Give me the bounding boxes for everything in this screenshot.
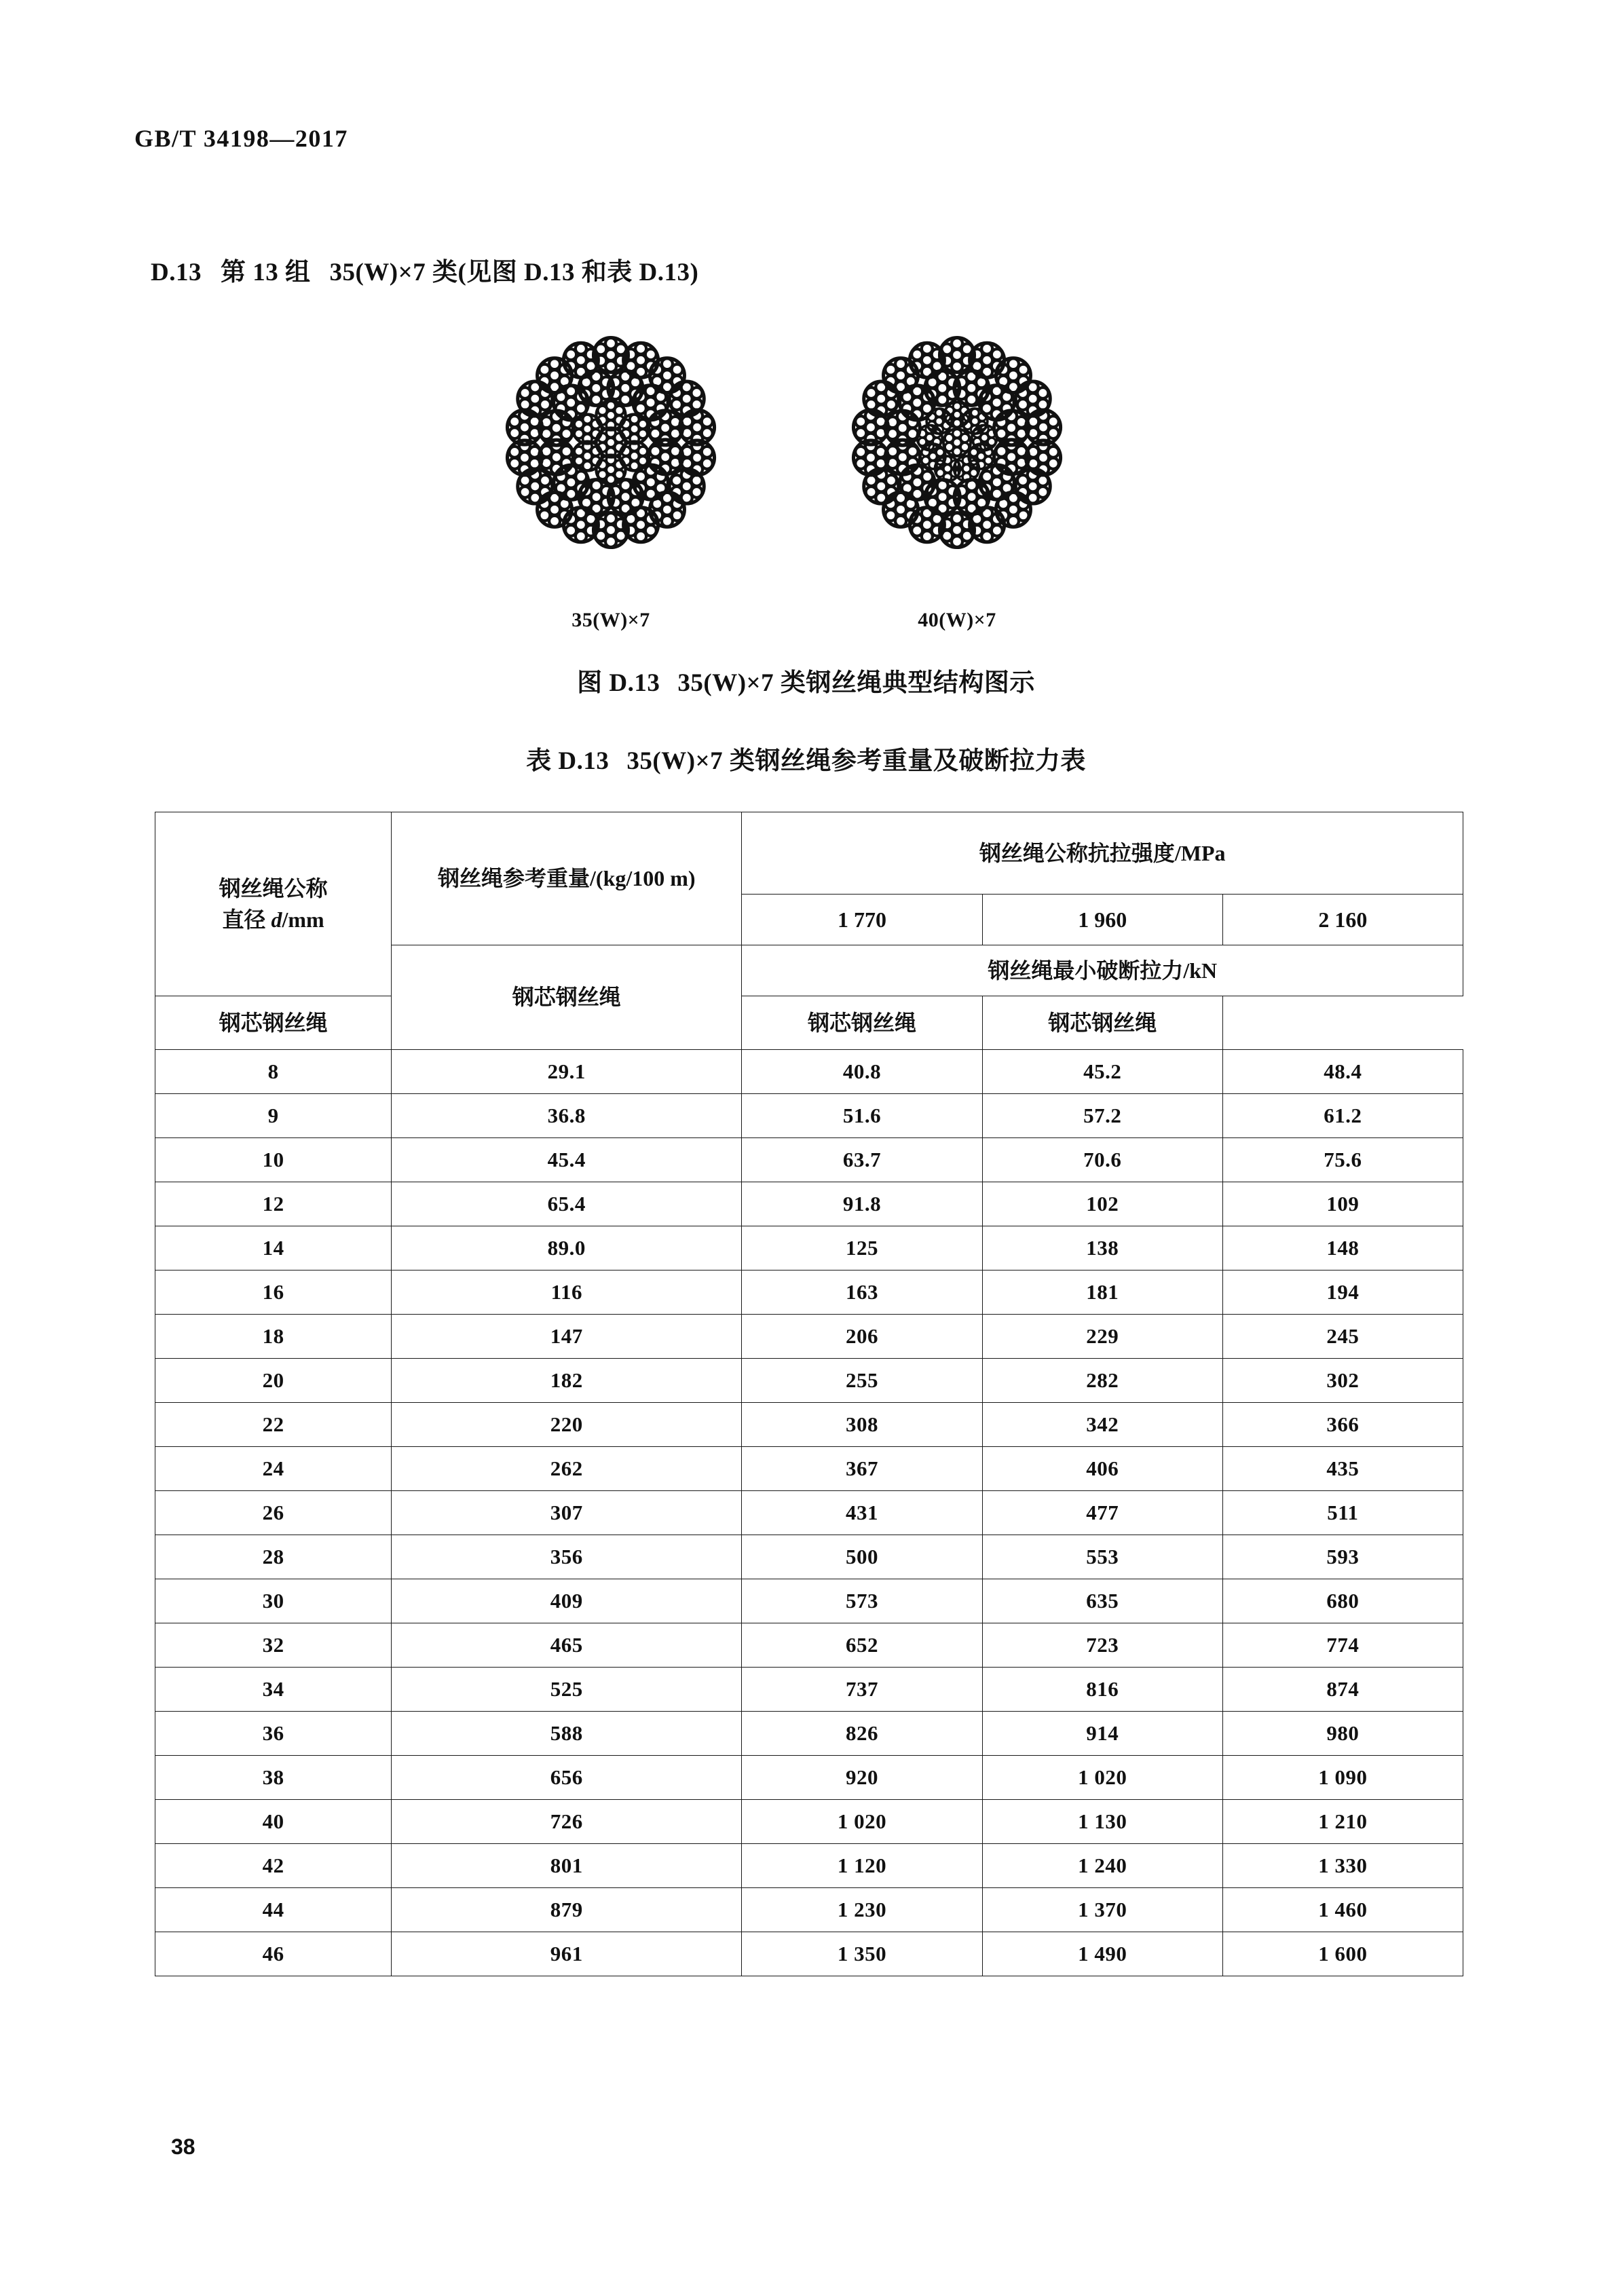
cell-diameter: 9 xyxy=(155,1094,392,1138)
cell-diameter: 46 xyxy=(155,1932,392,1976)
cell-force-1960: 406 xyxy=(982,1447,1222,1491)
cell-force-2160: 1 330 xyxy=(1222,1844,1463,1888)
header-reference-weight: 钢丝绳参考重量/(kg/100 m) xyxy=(392,812,742,945)
spec-table-container xyxy=(155,812,1463,1976)
cell-force-2160: 593 xyxy=(1222,1535,1463,1579)
cell-weight: 588 xyxy=(392,1712,742,1756)
cell-force-1960: 1 240 xyxy=(982,1844,1222,1888)
table-row xyxy=(155,1932,1463,1976)
cell-diameter: 32 xyxy=(155,1623,392,1668)
cell-diameter: 12 xyxy=(155,1182,392,1226)
table-row xyxy=(155,1050,1463,1094)
cell-force-1770: 920 xyxy=(742,1756,982,1800)
cell-weight: 182 xyxy=(392,1359,742,1403)
rope-cross-section-icon xyxy=(845,326,1069,597)
table-row xyxy=(155,1359,1463,1403)
cell-diameter: 34 xyxy=(155,1668,392,1712)
rope-diagram-35w7 xyxy=(499,326,723,632)
header-core-type-2160: 钢芯钢丝绳 xyxy=(982,996,1222,1050)
cell-force-1770: 51.6 xyxy=(742,1094,982,1138)
cell-force-2160: 148 xyxy=(1222,1226,1463,1271)
cell-weight: 961 xyxy=(392,1932,742,1976)
cell-force-1770: 826 xyxy=(742,1712,982,1756)
cell-force-1960: 102 xyxy=(982,1182,1222,1226)
cell-diameter: 8 xyxy=(155,1050,392,1094)
cell-weight: 147 xyxy=(392,1315,742,1359)
cell-force-1960: 1 490 xyxy=(982,1932,1222,1976)
cell-force-1770: 63.7 xyxy=(742,1138,982,1182)
figure-caption-prefix: 图 D.13 xyxy=(577,669,660,697)
table-row xyxy=(155,1668,1463,1712)
cell-weight: 801 xyxy=(392,1844,742,1888)
cell-weight: 879 xyxy=(392,1888,742,1932)
cell-force-1960: 914 xyxy=(982,1712,1222,1756)
cell-force-2160: 366 xyxy=(1222,1403,1463,1447)
cell-force-1770: 500 xyxy=(742,1535,982,1579)
cell-force-1770: 255 xyxy=(742,1359,982,1403)
cell-force-1770: 40.8 xyxy=(742,1050,982,1094)
cell-force-1960: 70.6 xyxy=(982,1138,1222,1182)
cell-weight: 45.4 xyxy=(392,1138,742,1182)
table-header-row-1 xyxy=(155,812,1463,895)
header-tensile-strength-group: 钢丝绳公称抗拉强度/MPa xyxy=(742,812,1463,895)
cell-weight: 726 xyxy=(392,1800,742,1844)
cell-force-1770: 1 020 xyxy=(742,1800,982,1844)
cell-force-1960: 57.2 xyxy=(982,1094,1222,1138)
cell-force-2160: 1 090 xyxy=(1222,1756,1463,1800)
cell-weight: 356 xyxy=(392,1535,742,1579)
table-row xyxy=(155,1623,1463,1668)
cell-force-2160: 435 xyxy=(1222,1447,1463,1491)
cell-force-1960: 635 xyxy=(982,1579,1222,1623)
header-diameter-line1: 钢丝绳公称 xyxy=(219,876,328,901)
cell-force-1960: 342 xyxy=(982,1403,1222,1447)
figure-caption-text: 35(W)×7 类钢丝绳典型结构图示 xyxy=(677,669,1035,697)
cell-force-2160: 48.4 xyxy=(1222,1050,1463,1094)
cell-force-1770: 367 xyxy=(742,1447,982,1491)
figure-caption xyxy=(0,662,1612,698)
cell-force-1770: 1 350 xyxy=(742,1932,982,1976)
table-row xyxy=(155,1315,1463,1359)
cell-force-2160: 109 xyxy=(1222,1182,1463,1226)
cell-force-1960: 282 xyxy=(982,1359,1222,1403)
cell-force-1770: 163 xyxy=(742,1271,982,1315)
table-row xyxy=(155,1226,1463,1271)
cell-force-1960: 1 130 xyxy=(982,1800,1222,1844)
cell-force-1960: 723 xyxy=(982,1623,1222,1668)
cell-force-2160: 980 xyxy=(1222,1712,1463,1756)
header-weight-core-type: 钢芯钢丝绳 xyxy=(392,945,742,1050)
cell-weight: 36.8 xyxy=(392,1094,742,1138)
header-diameter-line2: 直径 d/mm xyxy=(222,907,324,932)
cell-force-1770: 91.8 xyxy=(742,1182,982,1226)
cell-force-1960: 138 xyxy=(982,1226,1222,1271)
cell-weight: 29.1 xyxy=(392,1050,742,1094)
cell-diameter: 20 xyxy=(155,1359,392,1403)
header-strength-1770: 1 770 xyxy=(742,895,982,945)
rope-structure-figure xyxy=(0,319,1612,631)
table-body xyxy=(155,1050,1463,1976)
rope-diagram-label-35w7: 35(W)×7 xyxy=(571,609,650,631)
cell-force-2160: 680 xyxy=(1222,1579,1463,1623)
cell-weight: 307 xyxy=(392,1491,742,1535)
cell-diameter: 30 xyxy=(155,1579,392,1623)
wire-rope-spec-table xyxy=(155,812,1463,1976)
cell-force-1960: 553 xyxy=(982,1535,1222,1579)
section-class-label: 35(W)×7 类(见图 D.13 和表 D.13) xyxy=(329,259,699,286)
cell-force-2160: 1 210 xyxy=(1222,1800,1463,1844)
table-row xyxy=(155,1888,1463,1932)
table-row xyxy=(155,1271,1463,1315)
table-head xyxy=(155,812,1463,1050)
cell-force-1770: 652 xyxy=(742,1623,982,1668)
cell-force-1770: 125 xyxy=(742,1226,982,1271)
cell-diameter: 36 xyxy=(155,1712,392,1756)
cell-diameter: 44 xyxy=(155,1888,392,1932)
cell-force-2160: 774 xyxy=(1222,1623,1463,1668)
cell-force-1770: 737 xyxy=(742,1668,982,1712)
cell-diameter: 18 xyxy=(155,1315,392,1359)
cell-force-1960: 1 020 xyxy=(982,1756,1222,1800)
cell-weight: 525 xyxy=(392,1668,742,1712)
table-row xyxy=(155,1403,1463,1447)
cell-weight: 262 xyxy=(392,1447,742,1491)
cell-force-2160: 511 xyxy=(1222,1491,1463,1535)
table-row xyxy=(155,1712,1463,1756)
cell-force-1960: 816 xyxy=(982,1668,1222,1712)
section-heading xyxy=(151,251,698,288)
header-strength-2160: 2 160 xyxy=(1222,895,1463,945)
cell-force-1770: 1 120 xyxy=(742,1844,982,1888)
cell-force-1770: 431 xyxy=(742,1491,982,1535)
cell-diameter: 16 xyxy=(155,1271,392,1315)
table-row xyxy=(155,1094,1463,1138)
table-row xyxy=(155,1579,1463,1623)
cell-force-1960: 45.2 xyxy=(982,1050,1222,1094)
table-caption-text: 35(W)×7 类钢丝绳参考重量及破断拉力表 xyxy=(626,747,1086,775)
cell-weight: 65.4 xyxy=(392,1182,742,1226)
cell-force-2160: 1 600 xyxy=(1222,1932,1463,1976)
cell-force-1770: 573 xyxy=(742,1579,982,1623)
header-diameter xyxy=(155,812,392,996)
cell-force-1770: 308 xyxy=(742,1403,982,1447)
cell-force-1770: 1 230 xyxy=(742,1888,982,1932)
page-number: 38 xyxy=(171,2134,195,2159)
table-caption xyxy=(0,740,1612,776)
cell-diameter: 24 xyxy=(155,1447,392,1491)
cell-force-2160: 245 xyxy=(1222,1315,1463,1359)
cell-weight: 656 xyxy=(392,1756,742,1800)
cell-diameter: 10 xyxy=(155,1138,392,1182)
cell-force-1960: 1 370 xyxy=(982,1888,1222,1932)
cell-diameter: 14 xyxy=(155,1226,392,1271)
cell-diameter: 42 xyxy=(155,1844,392,1888)
table-row xyxy=(155,1844,1463,1888)
table-caption-prefix: 表 D.13 xyxy=(526,747,610,775)
rope-diagram-40w7 xyxy=(845,326,1069,632)
cell-diameter: 28 xyxy=(155,1535,392,1579)
cell-force-1960: 229 xyxy=(982,1315,1222,1359)
table-row xyxy=(155,1756,1463,1800)
table-row xyxy=(155,1447,1463,1491)
section-group-label: 第 13 组 xyxy=(220,259,311,286)
header-core-type-1770: 钢芯钢丝绳 xyxy=(155,996,392,1050)
section-number: D.13 xyxy=(151,259,202,286)
cell-diameter: 38 xyxy=(155,1756,392,1800)
cell-force-1960: 181 xyxy=(982,1271,1222,1315)
cell-force-2160: 75.6 xyxy=(1222,1138,1463,1182)
cell-diameter: 22 xyxy=(155,1403,392,1447)
header-core-type-1960: 钢芯钢丝绳 xyxy=(742,996,982,1050)
cell-weight: 409 xyxy=(392,1579,742,1623)
table-row xyxy=(155,1800,1463,1844)
cell-diameter: 26 xyxy=(155,1491,392,1535)
table-row xyxy=(155,1182,1463,1226)
document-standard-code: GB/T 34198—2017 xyxy=(134,125,348,152)
cell-force-2160: 1 460 xyxy=(1222,1888,1463,1932)
rope-cross-section-icon xyxy=(499,326,723,597)
table-header-row-4 xyxy=(155,996,1463,1050)
cell-force-2160: 302 xyxy=(1222,1359,1463,1403)
cell-force-1960: 477 xyxy=(982,1491,1222,1535)
cell-weight: 465 xyxy=(392,1623,742,1668)
cell-weight: 220 xyxy=(392,1403,742,1447)
table-row xyxy=(155,1535,1463,1579)
table-row xyxy=(155,1491,1463,1535)
cell-force-2160: 194 xyxy=(1222,1271,1463,1315)
header-strength-1960: 1 960 xyxy=(982,895,1222,945)
header-breaking-force-group: 钢丝绳最小破断拉力/kN xyxy=(742,945,1463,996)
cell-force-1770: 206 xyxy=(742,1315,982,1359)
cell-force-2160: 61.2 xyxy=(1222,1094,1463,1138)
cell-weight: 89.0 xyxy=(392,1226,742,1271)
cell-force-2160: 874 xyxy=(1222,1668,1463,1712)
rope-diagram-label-40w7: 40(W)×7 xyxy=(918,609,996,631)
cell-diameter: 40 xyxy=(155,1800,392,1844)
cell-weight: 116 xyxy=(392,1271,742,1315)
table-row xyxy=(155,1138,1463,1182)
